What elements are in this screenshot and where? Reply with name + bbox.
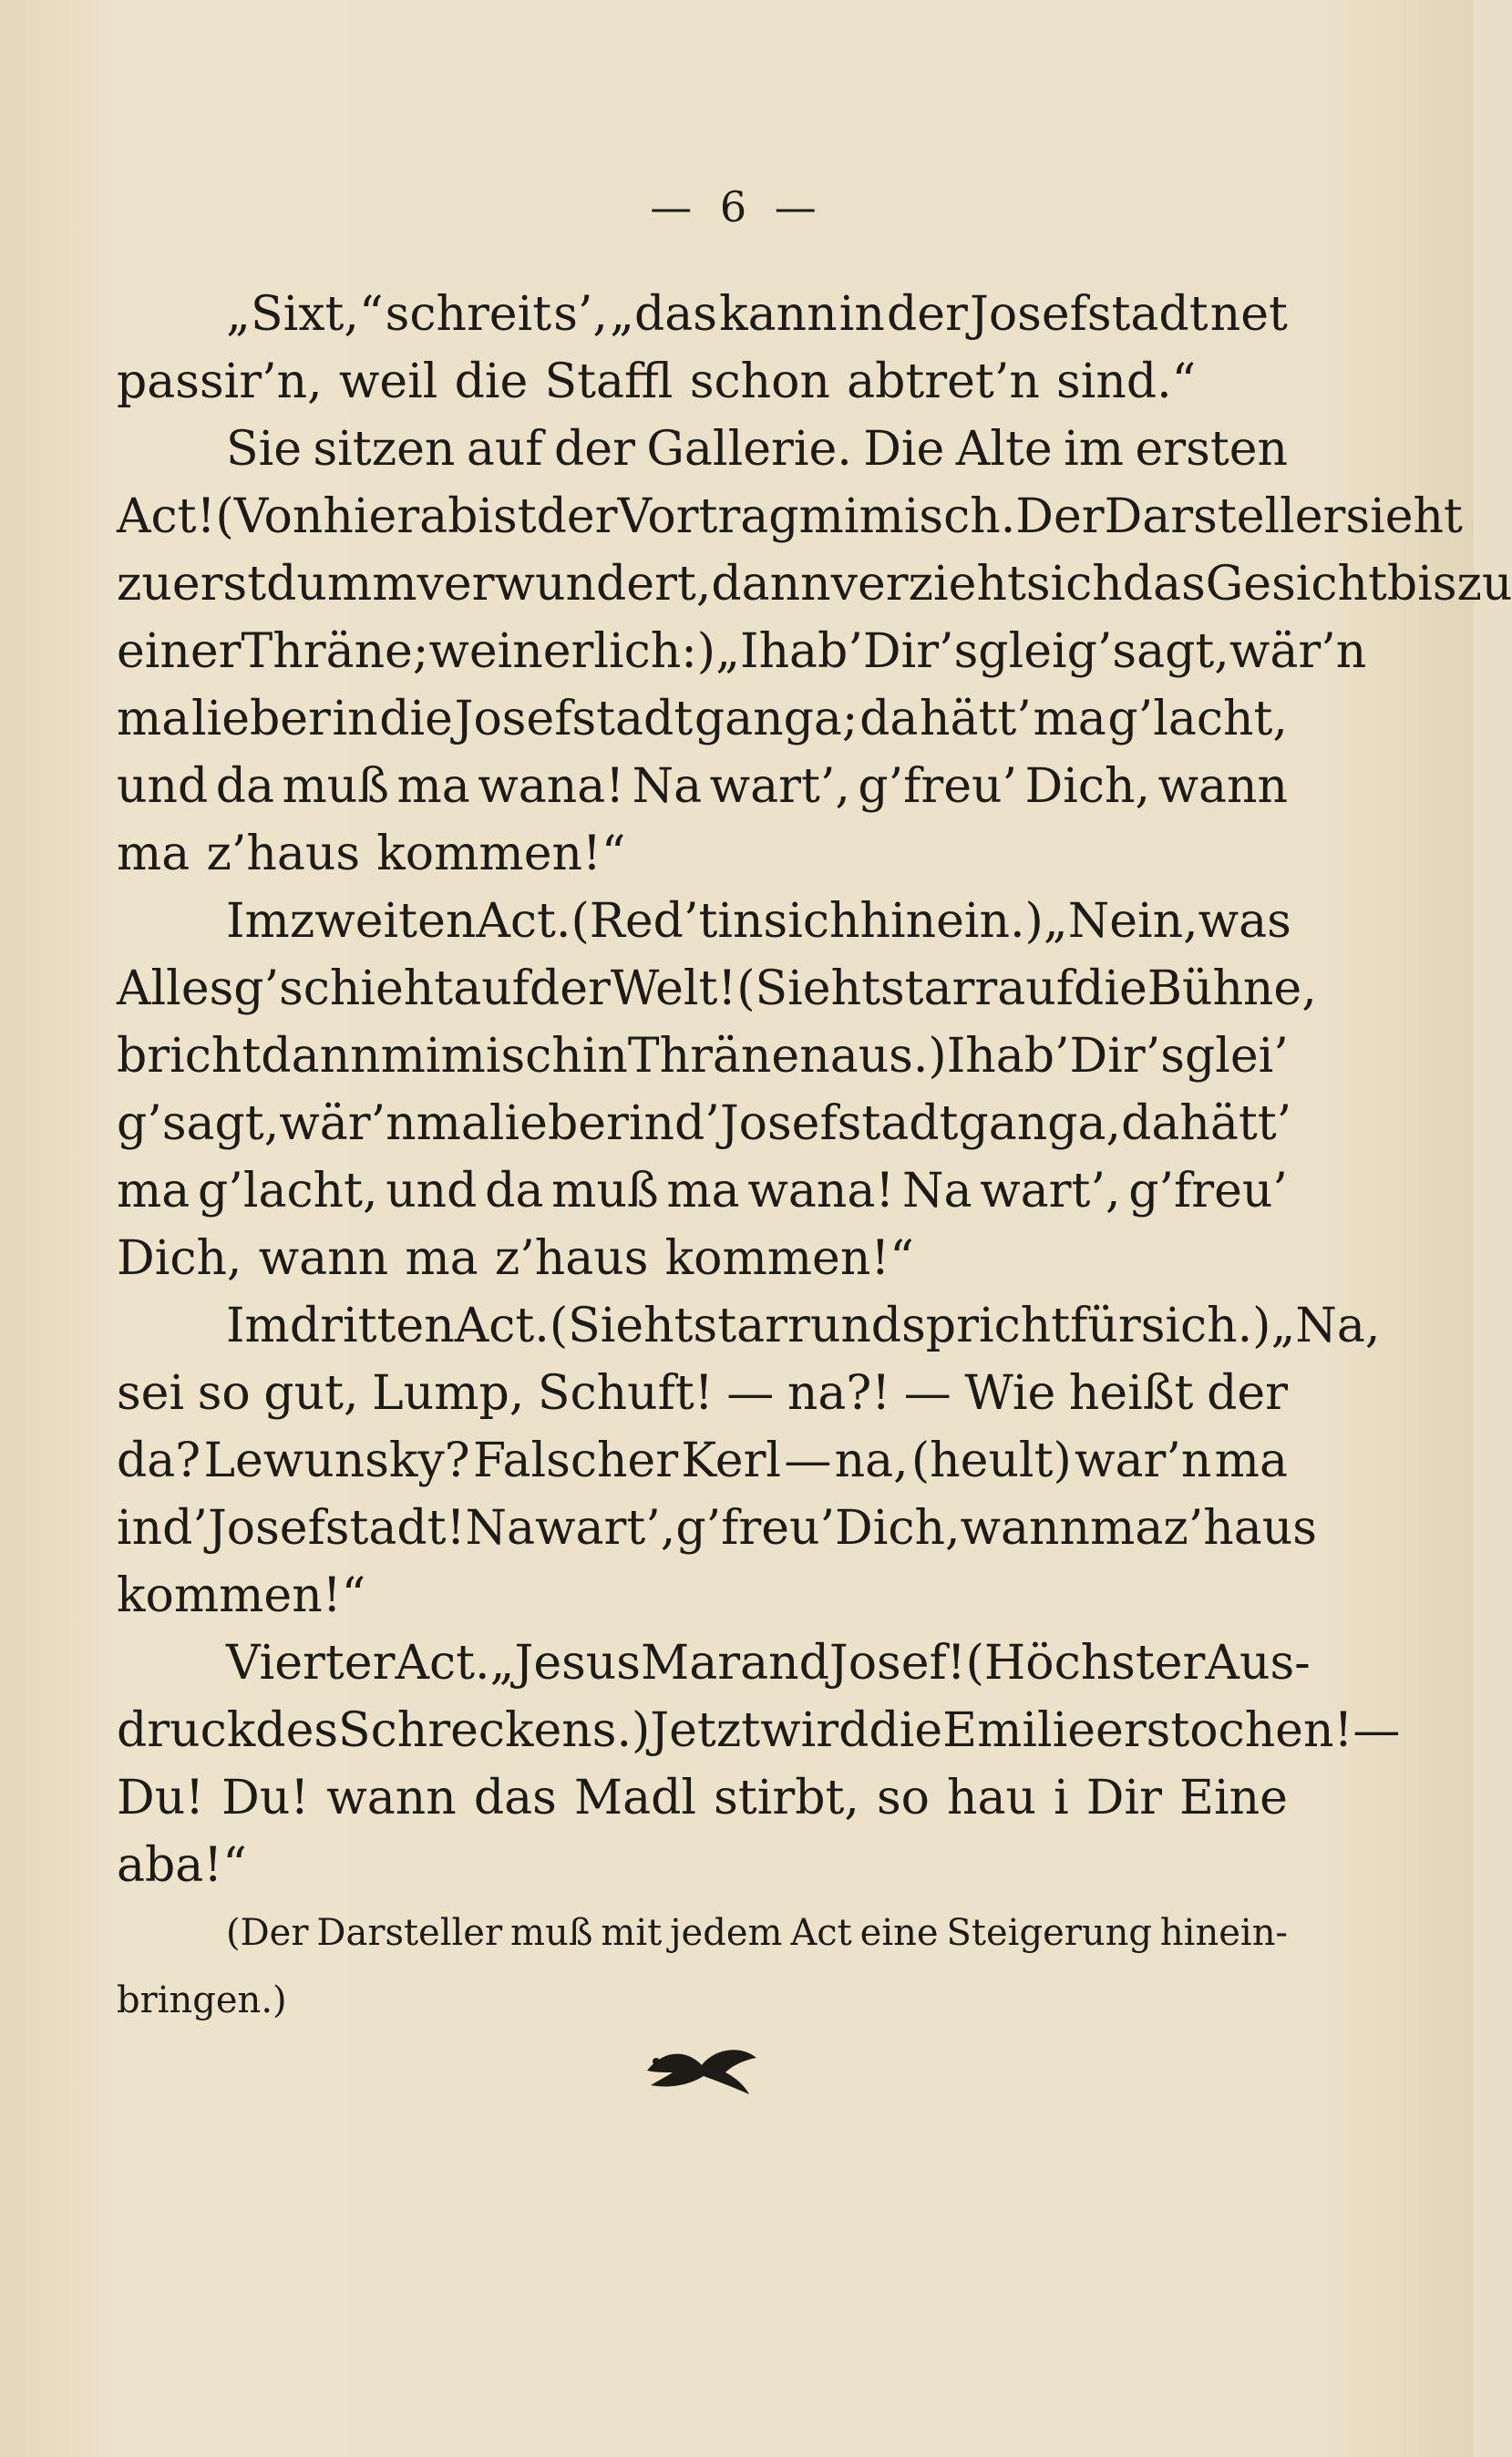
word: Gesicht [1205,557,1387,612]
word: kann [719,287,838,342]
word: da [215,759,275,814]
word: in [332,692,378,746]
word: erstochen! [1095,1703,1353,1758]
word: verwundert, [417,557,712,612]
word: Der [1015,489,1105,544]
word: (Der [226,1912,309,1954]
word: ma [396,759,470,814]
word: hau [947,1771,1037,1825]
word: wart’, [709,759,850,814]
word: Josefstadt [969,287,1209,342]
word: passir’n, [117,355,323,409]
word: Aus- [1205,1636,1311,1691]
paragraph [117,888,1317,1292]
word: Schuft! [537,1366,714,1421]
word: auf [997,961,1075,1016]
word: hier [323,489,420,544]
word: der [529,961,611,1016]
word: Dich, [1024,759,1150,814]
paragraph [117,416,1512,888]
word: „Jesus [489,1636,641,1691]
word: kommen!“ [376,827,626,881]
word: da [1121,1096,1180,1151]
word: da [859,692,919,746]
word: s’, [553,287,608,342]
word: (Red’t [571,894,718,949]
word: ma [117,827,190,881]
word: hätt’ [919,692,1032,746]
word: Im [226,1299,290,1353]
word: Wie [964,1366,1056,1421]
paragraph [117,1629,1401,1899]
word: hinein.) [859,894,1044,949]
word: Steigerung [946,1912,1152,1954]
word: (Höchster [965,1636,1206,1691]
word: das [1122,557,1206,612]
word: starr [693,1299,810,1353]
word: g’freu’ [858,759,1018,814]
word: des [255,1703,339,1758]
word: Emilie [942,1703,1096,1758]
text-line [117,416,1288,483]
word: ab [419,489,478,544]
text-line [117,1764,1288,1832]
word: Lewunsky? [203,1434,470,1488]
word: druck [117,1703,256,1758]
word: lieber [489,1096,629,1151]
word: der [536,489,618,544]
text-line [117,1967,1288,2034]
word: Madl [573,1771,697,1825]
word: da? [117,1434,201,1488]
word: sind.“ [1056,355,1197,409]
word: Vortrag [617,489,799,544]
word: sich [763,894,860,949]
word: Sie [226,422,303,477]
word: zweiten [289,894,477,949]
word: sich [1025,557,1123,612]
word: (Sieht [549,1299,694,1353]
word: kommen!“ [664,1231,914,1286]
word: einer [117,624,242,679]
word: Act. [476,894,571,949]
word: wär’n [279,1096,417,1151]
text-line [117,685,1288,753]
word: jedem [670,1912,783,1954]
word: ganga, [958,1096,1122,1151]
word: der [554,422,635,477]
word: muß [282,759,390,814]
word: g’freu’ [1128,1164,1288,1218]
text-line [117,1157,1288,1225]
word: zuerst [117,557,267,612]
text-line [117,348,1288,416]
word: stirbt, [714,1771,859,1825]
word: „I [715,624,759,679]
word: net [1209,287,1288,342]
word: wann [326,1771,457,1825]
word: i [1054,1771,1069,1825]
word: wana! [747,1164,895,1218]
word: Act. [454,1299,550,1353]
text-line [117,1292,1381,1360]
text-line [117,1562,1288,1629]
word: in [117,1501,163,1556]
word: sitzen [313,422,456,477]
word: hab’ [758,624,863,679]
word: und [809,1299,902,1353]
word: wart’, [980,1164,1121,1218]
word: Kerl [681,1434,782,1488]
word: g’lacht, [198,1164,378,1218]
word: weinerlich:) [428,624,716,679]
word: dumm [266,557,417,612]
word: Act [790,1912,852,1954]
word: so [197,1366,251,1421]
word: hinein- [1159,1912,1288,1954]
word: d’ [162,1501,208,1556]
text-line [117,550,1512,618]
word: ma [666,1164,740,1218]
text-line [117,1023,1288,1090]
word: kommen!“ [117,1568,366,1623]
word: der [1207,1366,1288,1421]
word: z’haus [206,827,361,881]
text-line [117,1427,1288,1495]
word: Act! [117,489,216,544]
word: I [946,1029,966,1084]
word: starr [879,961,998,1016]
word: die [454,355,529,409]
word: zu [1456,557,1512,612]
word: g’lacht, [1107,692,1288,746]
word: „das [610,287,717,342]
word: heißt [1068,1366,1194,1421]
word: abtret’n [847,355,1040,409]
word: war’n [1075,1434,1212,1488]
word: Vierter [226,1636,396,1691]
word: ma [1033,692,1106,746]
word: g’schieht [233,961,454,1016]
text-line [117,955,1317,1023]
word: Na [632,759,703,814]
word: die [379,692,453,746]
word: Dir’s [1069,1029,1185,1084]
word: ma [1090,1501,1164,1556]
word: wird [760,1703,869,1758]
text-line [117,753,1288,820]
word: mit [601,1912,663,1954]
text-line [117,1225,1288,1292]
word: — [784,1434,832,1488]
word: hätt’ [1179,1096,1292,1151]
word: wana! [478,759,625,814]
text-line [117,281,1288,348]
word: muß [551,1164,659,1218]
word: Alles [117,961,234,1016]
text-line [117,1360,1288,1427]
word: sich.) [1140,1299,1271,1353]
word: glei’ [1184,1029,1289,1084]
word: schreit [385,287,552,342]
word: ma [117,692,190,746]
paragraph [117,281,1288,416]
word: verzieht [830,557,1026,612]
word: na?! [787,1366,891,1421]
word: sei [117,1366,185,1421]
word: Du! [117,1771,205,1825]
word: schon [689,355,830,409]
word: — [1353,1703,1401,1758]
word: Dir [1085,1771,1162,1825]
word: z’haus [1163,1501,1317,1556]
word: Lump, [372,1366,525,1421]
text-line [117,1090,1292,1157]
word: Josefstadt [719,1096,959,1151]
word: spricht [901,1299,1071,1353]
word: weil [338,355,438,409]
word: Gallerie. [646,422,852,477]
word: dann [711,557,831,612]
word: was [1198,894,1291,949]
text-line [117,618,1367,685]
word: wann [258,1231,389,1286]
paragraph [117,1899,1288,2034]
word: bis [1386,557,1457,612]
page-number: — 6 — [650,182,824,231]
word: ma [405,1231,478,1286]
word: (Sieht [736,961,880,1016]
word: g’sagt, [117,1096,280,1151]
word: bricht [117,1029,262,1084]
word: (Von [215,489,324,544]
word: — [726,1366,775,1421]
word: Bühne, [1147,961,1317,1016]
word: ist [478,489,537,544]
word: dann [261,1029,381,1084]
word: Staffl [544,355,674,409]
text-line [117,1832,1288,1899]
word: da [485,1164,544,1218]
word: aus.) [829,1029,947,1084]
word: das [473,1771,557,1825]
word: Schreckens.) [338,1703,651,1758]
word: ma [117,1164,190,1218]
text-line [117,1495,1317,1562]
word: Falscher [472,1434,679,1488]
word: Josefstadt [454,692,694,746]
word: Die [863,422,945,477]
word: wann [1157,759,1288,814]
text-line [117,1697,1401,1764]
word: Dir’s [862,624,979,679]
text-line [117,1899,1288,1967]
word: auf [453,961,530,1016]
word: wart’, [535,1501,676,1556]
word: dritten [289,1299,455,1353]
word: Alte [955,422,1053,477]
word: Darsteller [1104,489,1346,544]
word: die [869,1703,943,1758]
word: Josef! [828,1636,966,1691]
text-line [117,483,1463,550]
body-text [117,281,1512,2034]
word: (heult) [910,1434,1072,1488]
word: wann [960,1501,1091,1556]
word: wär’n [1229,624,1367,679]
word: hab’ [965,1029,1070,1084]
word: ma [1214,1434,1288,1488]
word: ersten [1135,422,1288,477]
word: lieber [190,692,331,746]
word: auf [466,422,543,477]
word: mimisch. [798,489,1016,544]
text-line [117,820,1288,888]
word: im [1064,422,1125,477]
paragraph [117,1292,1381,1629]
word: Na [465,1501,535,1556]
word: so [876,1771,930,1825]
word: eine [859,1912,939,1954]
word: bringen.) [117,1979,287,2021]
word: Josefstadt! [207,1501,466,1556]
word: für [1070,1299,1141,1353]
word: muß [510,1912,593,1954]
word: — [903,1366,951,1421]
word: Marand [640,1636,829,1691]
word: sieht [1345,489,1463,544]
word: mimisch [380,1029,582,1084]
word: Jetzt [650,1703,761,1758]
word: na, [834,1434,909,1488]
word: d’ [674,1096,720,1151]
word: Darsteller [316,1912,503,1954]
word: „Sixt,“ [226,287,384,342]
word: glei [978,624,1067,679]
word: Dich, [835,1501,961,1556]
word: Act. [395,1636,490,1691]
word: Thränen [627,1029,830,1084]
word: g’sagt, [1066,624,1229,679]
word: g’freu’ [675,1501,836,1556]
text-line [117,1629,1311,1697]
word: die [1074,961,1147,1016]
word: aba!“ [117,1838,247,1893]
word: in [628,1096,674,1151]
word: z’haus [494,1231,649,1286]
word: in [581,1029,628,1084]
fleuron-ornament-icon [638,2034,766,2098]
word: Du! [221,1771,310,1825]
word: Eine [1179,1771,1288,1825]
word: ganga; [694,692,859,746]
word: und [386,1164,478,1218]
word: „Nein, [1043,894,1198,949]
word: gut, [263,1366,359,1421]
word: in [717,894,764,949]
word: Thräne; [241,624,429,679]
word: und [117,759,209,814]
word: „Na, [1270,1299,1381,1353]
word: Im [226,894,290,949]
word: Welt! [610,961,737,1016]
word: ma [416,1096,489,1151]
word: Na [901,1164,972,1218]
word: der [886,287,968,342]
word: Dich, [117,1231,242,1286]
word: in [838,287,885,342]
text-line [117,888,1291,955]
